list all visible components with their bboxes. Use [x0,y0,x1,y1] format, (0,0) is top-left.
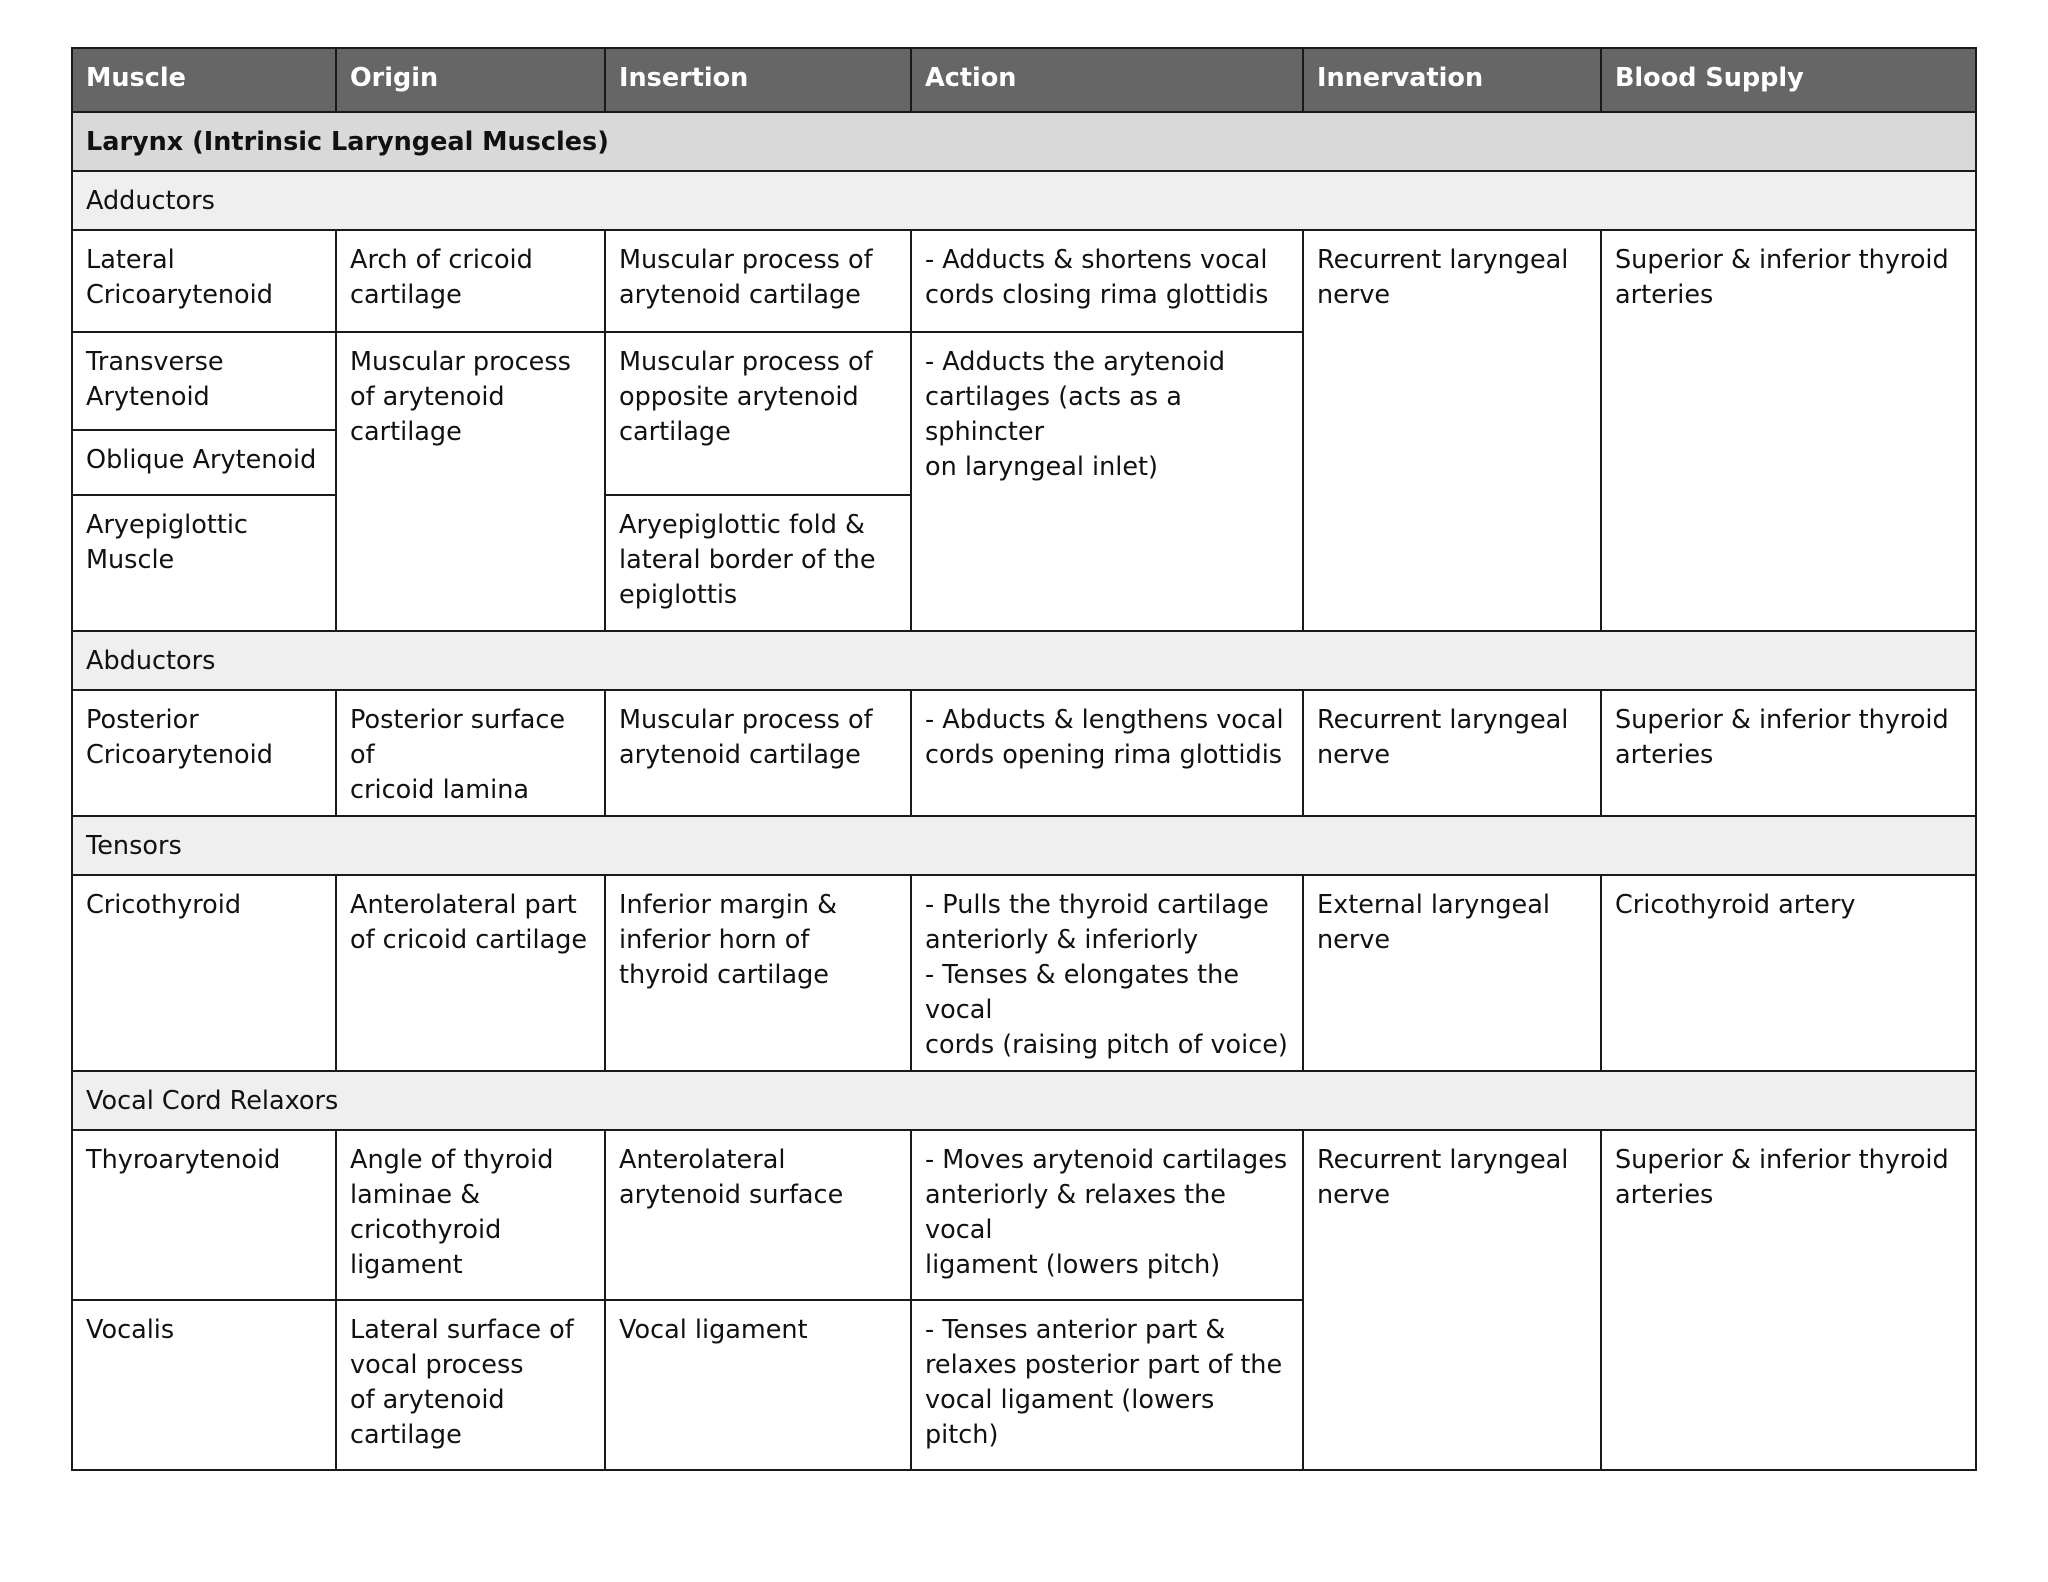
insertion-cell: Muscular process of opposite arytenoid cartilage [605,332,911,495]
table-row [72,230,1976,332]
header-innervation: Innervation [1303,48,1601,112]
action-cell: - Adducts the arytenoid cartilages (acts as a sphincter on laryngeal inlet) [911,332,1303,631]
table-row [72,875,1976,1071]
group-row [72,816,1976,875]
action-cell: - Tenses anterior part & relaxes posterior part of the vocal ligament (lowers pitch) [911,1300,1303,1470]
group-tensors: Tensors [72,816,1976,875]
insertion-cell: Vocal ligament [605,1300,911,1470]
muscle-cell: Aryepiglottic Muscle [72,495,336,631]
muscle-cell: Thyroarytenoid [72,1130,336,1300]
header-muscle: Muscle [72,48,336,112]
blood-supply-cell: Cricothyroid artery [1601,875,1976,1071]
group-row [72,631,1976,690]
header-action: Action [911,48,1303,112]
innervation-cell: External laryngeal nerve [1303,875,1601,1071]
origin-cell: Muscular process of arytenoid cartilage [336,332,605,631]
insertion-cell: Inferior margin & inferior horn of thyroid cartilage [605,875,911,1071]
action-cell: - Pulls the thyroid cartilage anteriorly & inferiorly - Tenses & elongates the vocal cords (raising pitch of voice) [911,875,1303,1071]
origin-cell: Anterolateral part of cricoid cartilage [336,875,605,1071]
origin-cell: Angle of thyroid laminae & cricothyroid ligament [336,1130,605,1300]
group-relaxors: Vocal Cord Relaxors [72,1071,1976,1130]
muscle-cell: Oblique Arytenoid [72,430,336,495]
table-row [72,1130,1976,1300]
header-origin: Origin [336,48,605,112]
blood-supply-cell: Superior & inferior thyroid arteries [1601,230,1976,631]
group-row [72,1071,1976,1130]
innervation-cell: Recurrent laryngeal nerve [1303,230,1601,631]
insertion-cell: Anterolateral arytenoid surface [605,1130,911,1300]
group-row [72,171,1976,230]
group-adductors: Adductors [72,171,1976,230]
header-blood-supply: Blood Supply [1601,48,1976,112]
muscle-cell: Cricothyroid [72,875,336,1071]
muscle-table [71,47,1977,1471]
innervation-cell: Recurrent laryngeal nerve [1303,1130,1601,1470]
insertion-cell: Muscular process of arytenoid cartilage [605,690,911,816]
header-insertion: Insertion [605,48,911,112]
insertion-cell: Muscular process of arytenoid cartilage [605,230,911,332]
muscle-cell: Transverse Arytenoid [72,332,336,430]
action-cell: - Adducts & shortens vocal cords closing rima glottidis [911,230,1303,332]
header-row [72,48,1976,112]
group-abductors: Abductors [72,631,1976,690]
muscle-cell: Lateral Cricoarytenoid [72,230,336,332]
insertion-cell: Aryepiglottic fold & lateral border of the epiglottis [605,495,911,631]
action-cell: - Abducts & lengthens vocal cords opening rima glottidis [911,690,1303,816]
muscle-cell: Vocalis [72,1300,336,1470]
muscle-cell: Posterior Cricoarytenoid [72,690,336,816]
origin-cell: Posterior surface of cricoid lamina [336,690,605,816]
origin-cell: Arch of cricoid cartilage [336,230,605,332]
innervation-cell: Recurrent laryngeal nerve [1303,690,1601,816]
blood-supply-cell: Superior & inferior thyroid arteries [1601,1130,1976,1470]
section-row [72,112,1976,171]
table-row [72,690,1976,816]
action-cell: - Moves arytenoid cartilages anteriorly & relaxes the vocal ligament (lowers pitch) [911,1130,1303,1300]
blood-supply-cell: Superior & inferior thyroid arteries [1601,690,1976,816]
section-title: Larynx (Intrinsic Laryngeal Muscles) [72,112,1976,171]
origin-cell: Lateral surface of vocal process of arytenoid cartilage [336,1300,605,1470]
